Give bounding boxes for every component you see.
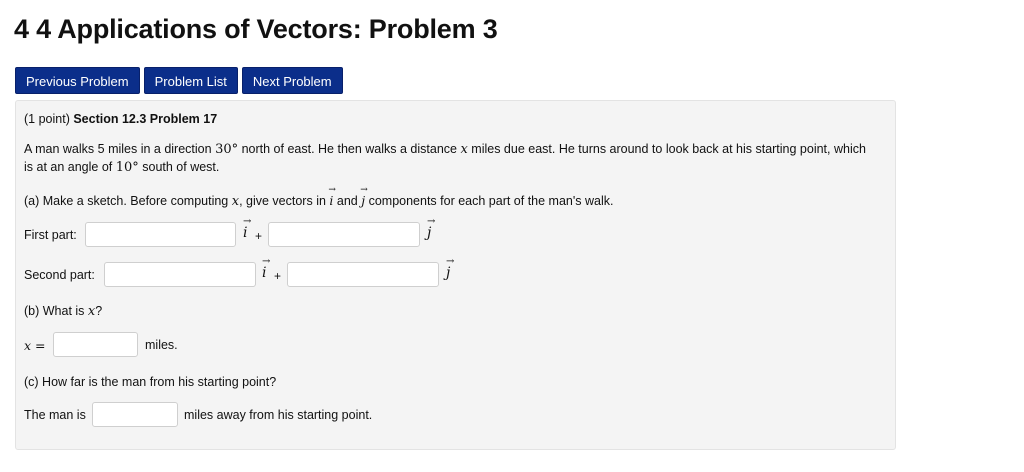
previous-problem-button[interactable]: Previous Problem	[15, 67, 140, 94]
problem-points: (1 point)	[24, 112, 70, 126]
problem-list-button[interactable]: Problem List	[144, 67, 238, 94]
problem-nav	[15, 67, 343, 94]
miles-label: miles.	[145, 338, 178, 352]
first-part-label: First part:	[24, 228, 77, 242]
j-vector-icon: → j	[446, 256, 455, 281]
problem-statement-line-1: A man walks 5 miles in a direction 30° north of east. He then walks a distance x miles due east. He turns around to look back at his starting point, which	[24, 142, 866, 157]
x-equals-label: x =	[24, 338, 46, 353]
next-problem-button[interactable]: Next Problem	[242, 67, 343, 94]
miles-away-label: miles away from his starting point.	[184, 408, 373, 422]
problem-header	[24, 112, 217, 126]
page-title: 4 4 Applications of Vectors: Problem 3	[14, 14, 498, 44]
plus-sign: +	[255, 229, 263, 243]
problem-statement-line-2: is at an angle of 10° south of west.	[24, 160, 220, 175]
second-part-label: Second part:	[24, 268, 95, 282]
i-vector-icon: → i	[243, 216, 252, 241]
problem-section: Section 12.3 Problem 17	[73, 112, 218, 126]
j-vector-icon: → j	[427, 216, 436, 241]
first-part-j-input[interactable]	[268, 222, 420, 247]
the-man-is-label: The man is	[24, 408, 86, 422]
second-part-j-input[interactable]	[287, 262, 439, 287]
distance-input[interactable]	[92, 402, 178, 427]
part-a-prompt: (a) Make a sketch. Before computing x, give vectors in → i and → j components for each part of the man's walk.	[24, 185, 614, 209]
second-part-i-input[interactable]	[104, 262, 256, 287]
part-c-prompt: (c) How far is the man from his starting point?	[24, 375, 277, 389]
problem-panel	[15, 100, 896, 450]
part-b-prompt: (b) What is x?	[24, 304, 103, 319]
first-part-i-input[interactable]	[85, 222, 236, 247]
i-vector-symbol: → i	[328, 185, 336, 208]
i-vector-icon: → i	[262, 256, 271, 281]
j-vector-symbol: → j	[360, 185, 368, 208]
x-value-input[interactable]	[53, 332, 138, 357]
plus-sign: +	[274, 269, 282, 283]
